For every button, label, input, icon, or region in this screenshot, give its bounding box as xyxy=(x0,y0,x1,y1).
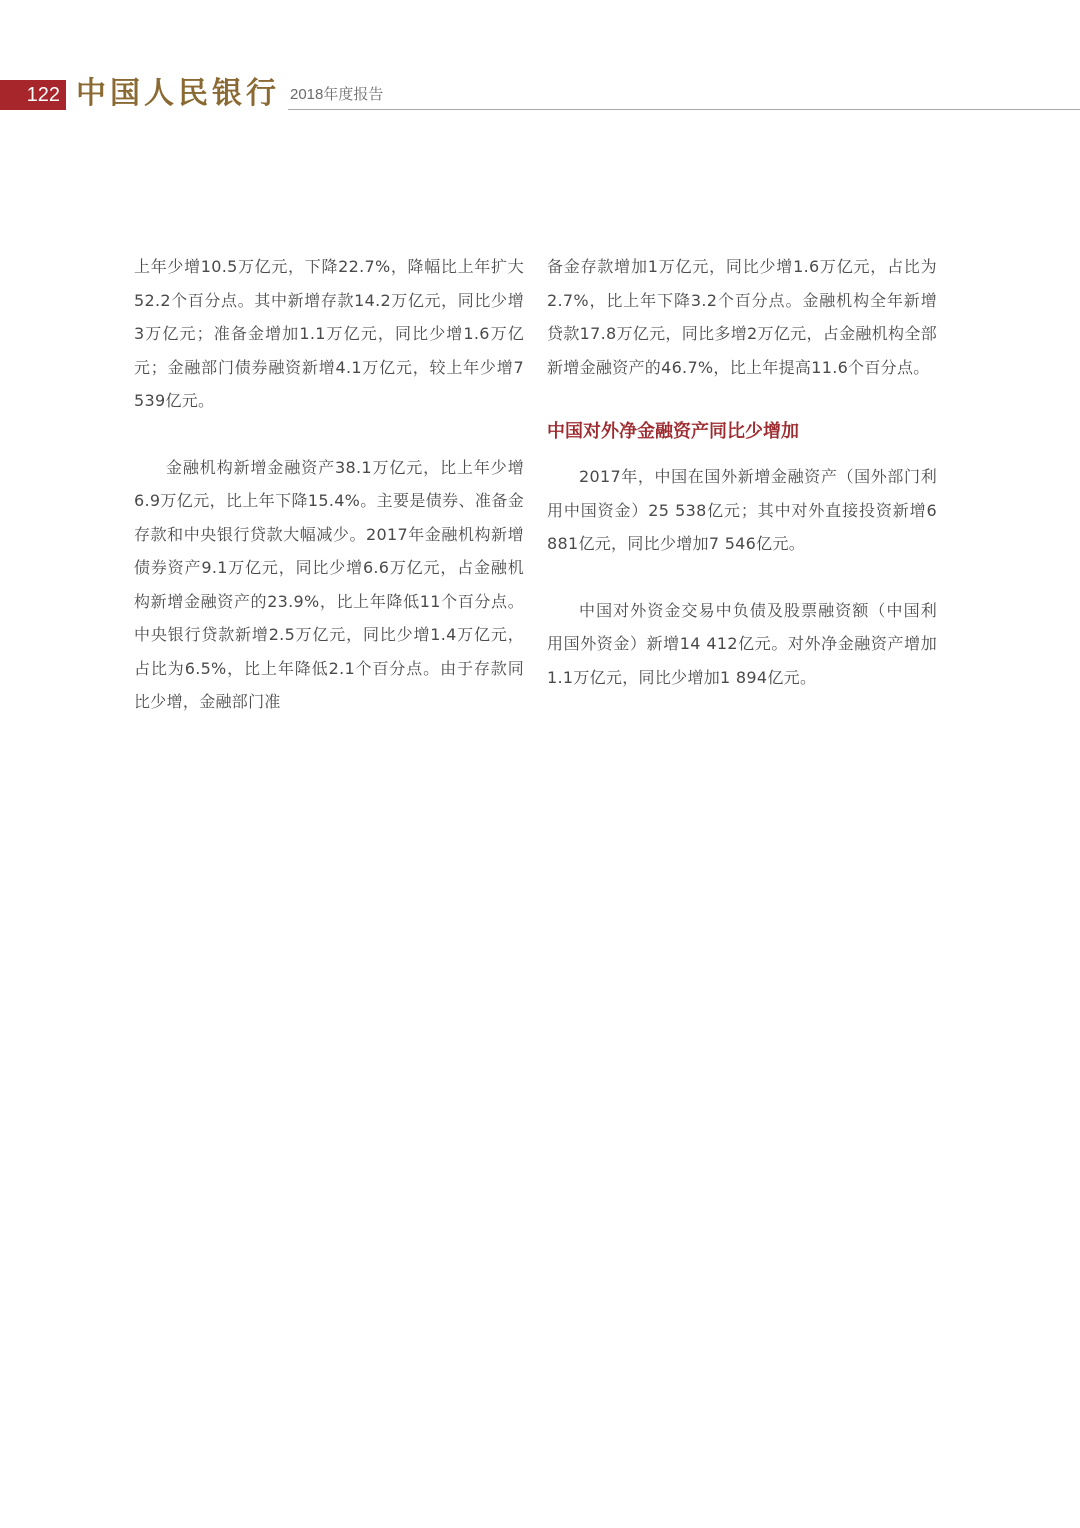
right-column xyxy=(547,250,937,694)
report-title: 2018年度报告 xyxy=(290,86,384,103)
left-column xyxy=(134,250,524,719)
body-paragraph: 中国对外资金交易中负债及股票融资额（中国利用国外资金）新增14 412亿元。对外净金融资产增加1.1万亿元，同比少增加1 894亿元。 xyxy=(547,600,937,687)
body-paragraph: 备金存款增加1万亿元，同比少增1.6万亿元，占比为2.7%，比上年下降3.2个百分点。金融机构全年新增贷款17.8万亿元，同比多增2万亿元，占金融机构全部新增金融资产的46.7%，比上年提高11.6个百分点。 xyxy=(547,257,937,377)
page-number: 122 xyxy=(0,80,66,110)
body-paragraph: 上年少增10.5万亿元，下降22.7%，降幅比上年扩大52.2个百分点。其中新增存款14.2万亿元，同比少增3万亿元；准备金增加1.1万亿元，同比少增1.6万亿元；金融部门债券融资新增4.1万亿元，较上年少增7 539亿元。 xyxy=(134,257,524,410)
body-paragraph: 2017年，中国在国外新增金融资产（国外部门利用中国资金）25 538亿元；其中对外直接投资新增6 881亿元，同比少增加7 546亿元。 xyxy=(547,467,937,553)
section-heading: 中国对外净金融资产同比少增加 xyxy=(547,421,799,442)
page-header xyxy=(0,76,1080,112)
body-paragraph: 金融机构新增金融资产38.1万亿元，比上年少增6.9万亿元，比上年下降15.4%。主要是债券、准备金存款和中央银行贷款大幅减少。2017年金融机构新增债券资产9.1万亿元，同比少增6.6万亿元，占金融机构新增金融资产的23.9%，比上年降低11个百分点。中央银行贷款新增2.5万亿元，同比少增1.4万亿元，占比为6.5%，比上年降低2.1个百分点。由于存款同比少增，金融部门准 xyxy=(134,457,524,711)
bank-logo: 中国人民银行 xyxy=(76,76,280,111)
header-divider xyxy=(288,109,1080,110)
